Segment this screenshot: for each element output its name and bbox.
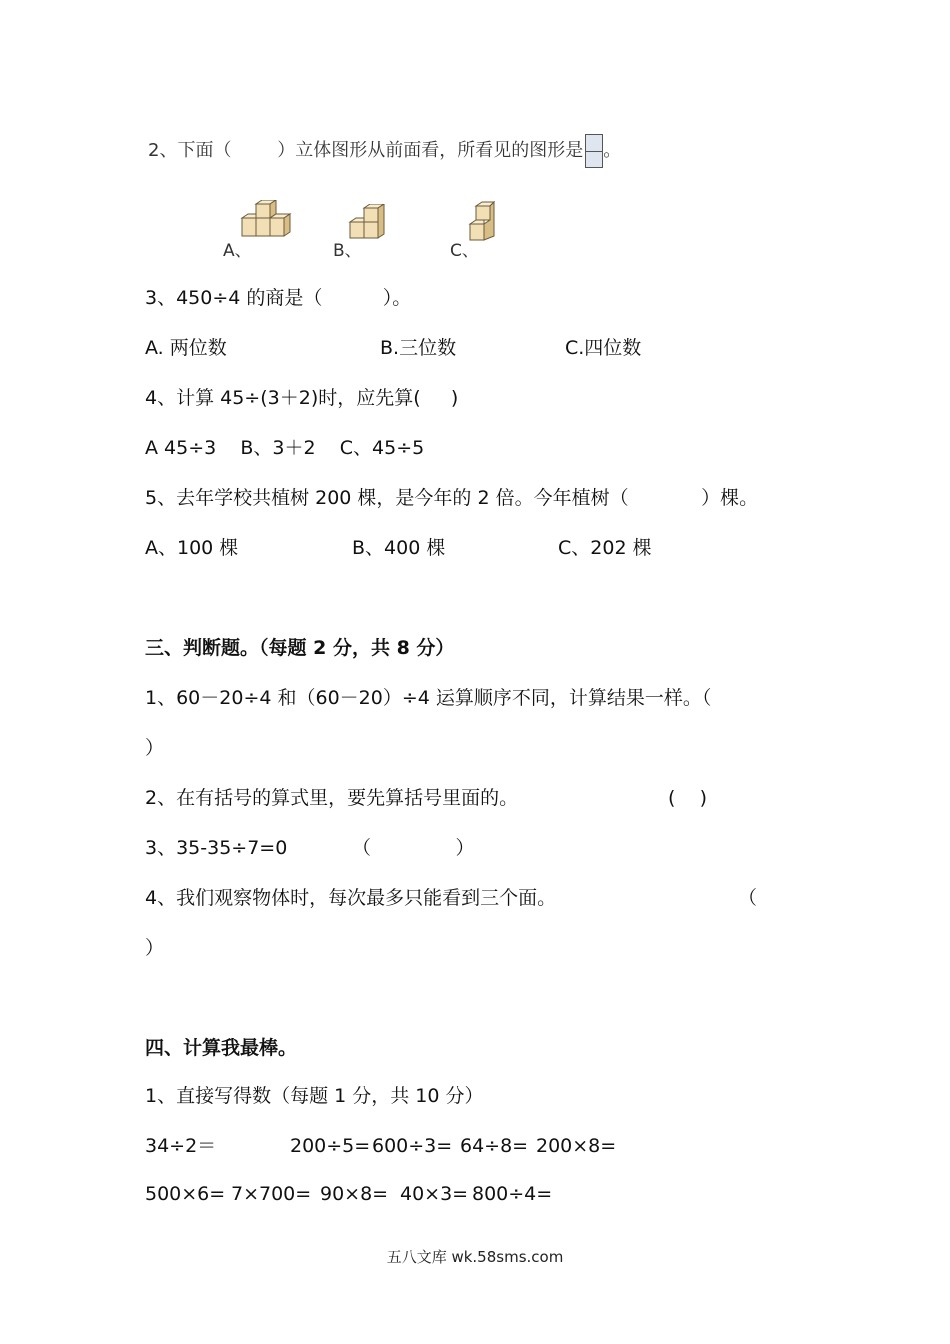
judge-item-1: 1、60－20÷4 和（60－20）÷4 运算顺序不同，计算结果一样。（ — [145, 687, 712, 709]
question-3: 3、450÷4 的商是（ ）。 — [145, 287, 412, 309]
section-4-subtitle: 1、直接写得数（每题 1 分，共 10 分） — [145, 1085, 484, 1107]
judge-item-1-tail: ） — [145, 737, 165, 759]
footer-watermark: 五八文库 wk.58sms.com — [386, 1248, 564, 1266]
q5-option-b: B、400 棵 — [352, 537, 446, 559]
calc-row1-item: 34÷2＝ — [145, 1135, 217, 1157]
calc-row2-item: 500×6= — [145, 1183, 226, 1205]
question-5: 5、去年学校共植树 200 棵，是今年的 2 倍。今年植树（ ）棵。 — [145, 487, 759, 509]
cube-stack-b-icon — [348, 204, 390, 242]
question-2-text: 2、下面（ ）立体图形从前面看，所看见的图形是 — [148, 140, 584, 161]
calc-row1-item: 600÷3= — [372, 1135, 453, 1157]
section-4-title: 四、计算我最棒。 — [145, 1037, 298, 1059]
judge-item-2-bracket: ( ) — [668, 787, 707, 809]
calc-row2-item: 7×700= — [231, 1183, 312, 1205]
question-4: 4、计算 45÷(3＋2)时，应先算( ) — [145, 387, 459, 409]
cube-stack-c-icon — [468, 200, 500, 246]
calc-row2-item: 40×3= — [400, 1183, 469, 1205]
calc-row2-item: 800÷4= — [472, 1183, 553, 1205]
judge-item-4-tail: ） — [145, 937, 165, 959]
judge-item-4: 4、我们观察物体时，每次最多只能看到三个面。 — [145, 887, 557, 909]
front-view-shape-icon — [585, 134, 603, 168]
judge-item-3: 3、35-35÷7=0 — [145, 837, 288, 859]
judge-item-2: 2、在有括号的算式里，要先算括号里面的。 — [145, 787, 519, 809]
q4-options: A 45÷3 B、3＋2 C、45÷5 — [145, 437, 425, 459]
calc-row1-item: 200÷5= — [290, 1135, 371, 1157]
q3-option-c: C.四位数 — [565, 337, 642, 359]
calc-row1-item: 200×8= — [536, 1135, 617, 1157]
cube-stack-a-icon — [240, 200, 295, 242]
q3-option-b: B.三位数 — [380, 337, 457, 359]
section-3-title: 三、判断题。（每题 2 分，共 8 分） — [145, 637, 455, 659]
calc-row2-item: 90×8= — [320, 1183, 389, 1205]
option-b-label: B、 — [333, 241, 362, 261]
option-a-label: A、 — [223, 241, 252, 261]
option-c-label: C、 — [450, 241, 479, 261]
question-2 — [148, 134, 621, 168]
q5-option-c: C、202 棵 — [558, 537, 652, 559]
q5-option-a: A、100 棵 — [145, 537, 239, 559]
judge-item-4-bracket: （ — [738, 887, 758, 909]
q3-option-a: A. 两位数 — [145, 337, 227, 359]
question-2-suffix: 。 — [603, 140, 622, 161]
judge-item-3-bracket: （ ） — [352, 837, 475, 859]
calc-row1-item: 64÷8= — [460, 1135, 529, 1157]
